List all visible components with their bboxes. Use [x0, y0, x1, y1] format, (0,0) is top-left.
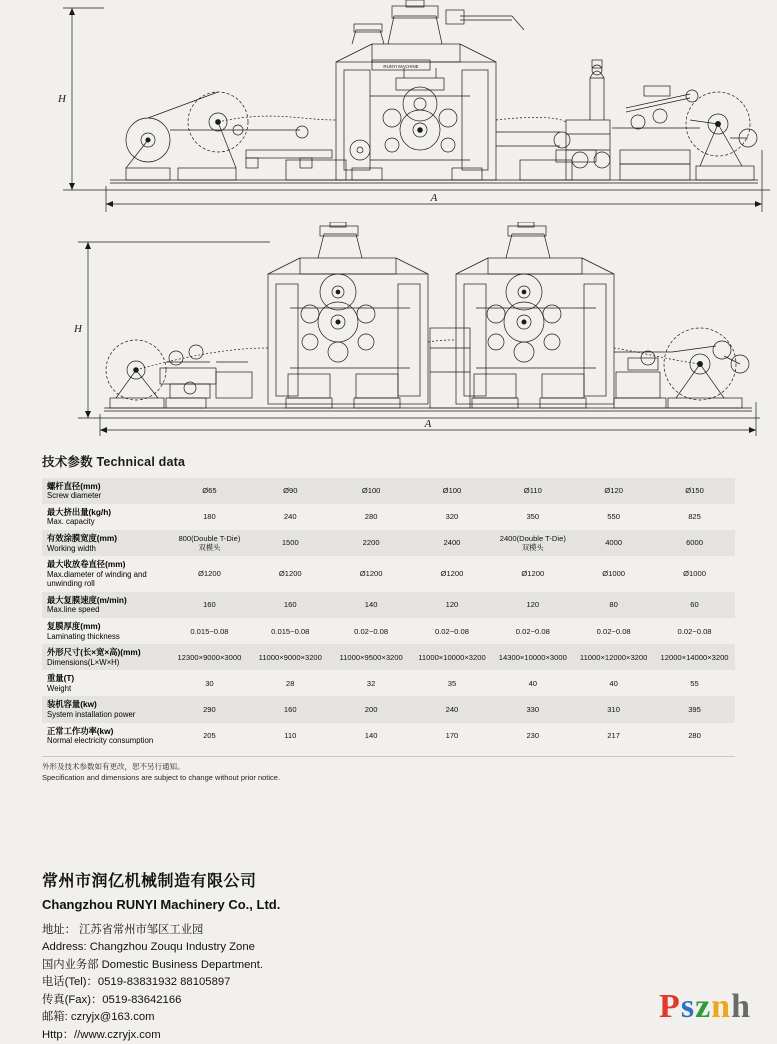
address-en: Address: Changzhou Zouqu Industry Zone [42, 941, 255, 954]
cell-value: Ø1200 [278, 569, 302, 579]
cell-value: 160 [203, 600, 216, 610]
table-cell [573, 644, 654, 670]
table-cell [573, 618, 654, 644]
cell-value: Ø110 [523, 486, 542, 496]
table-cell [492, 530, 573, 556]
cell-value: 55 [690, 678, 699, 688]
row-label-cn: 装机容量(kw) [47, 699, 97, 710]
cell-value: 11000×9000×3200 [258, 652, 322, 662]
cell-value: 30 [205, 678, 214, 688]
cell-value: 14300×10000×3000 [498, 652, 567, 662]
watermark-logo [659, 988, 751, 1026]
cell-value: Ø1200 [521, 569, 545, 579]
technical-data-title: 技术参数 Technical data [42, 455, 186, 469]
row-label-cn: 最大挤出量(kg/h) [47, 507, 112, 518]
row-label-en: Dimensions(L×W×H) [47, 657, 120, 667]
technical-data-table [42, 478, 735, 749]
table-cell [169, 556, 250, 592]
dimension-label-h-top: H [58, 93, 66, 105]
table-cell [412, 644, 493, 670]
cell-value: Ø1200 [198, 569, 221, 579]
table-cell [412, 592, 493, 618]
cell-value: Ø90 [283, 486, 298, 496]
row-label-en: Laminating thickness [47, 631, 120, 641]
table-cell [250, 592, 331, 618]
table-cell [654, 478, 735, 504]
table-cell [654, 723, 735, 749]
cell-value: 2400 [443, 538, 461, 548]
table-row [42, 696, 735, 722]
row-label-cn: 外形尺寸(长×宽×高)(mm) [47, 647, 141, 658]
table-cell [169, 478, 250, 504]
table-cell [412, 556, 493, 592]
row-label-cn: 最大复膜速度(m/min) [47, 595, 127, 606]
table-row [42, 504, 735, 530]
table-cell [331, 478, 412, 504]
department: 国内业务部 Domestic Business Department. [42, 958, 263, 971]
logo-letter-p: P [659, 988, 681, 1025]
table-cell [412, 723, 493, 749]
cell-value: 6000 [686, 538, 703, 548]
cell-value: Ø65 [202, 486, 217, 496]
table-cell [654, 530, 735, 556]
table-row [42, 670, 735, 696]
cell-value: 32 [366, 678, 376, 688]
table-cell [250, 530, 331, 556]
table-row [42, 618, 735, 644]
table-cell [654, 618, 735, 644]
table-cell [250, 696, 331, 722]
cell-value: 0.015~0.08 [271, 626, 310, 636]
cell-value: 280 [364, 512, 378, 522]
website: Http：//www.czryjx.com [42, 1028, 161, 1041]
table-cell [654, 504, 735, 530]
cell-value: 120 [445, 600, 459, 610]
table-cell [492, 696, 573, 722]
table-cell [492, 592, 573, 618]
row-label-en: Weight [47, 683, 72, 693]
row-label-cn: 正常工作功率(kw) [47, 725, 114, 736]
row-label-en: Max.line speed [47, 605, 100, 615]
row-label-cn: 有效涂膜宽度(mm) [47, 533, 118, 544]
table-cell [573, 478, 654, 504]
logo-letter-z: z [695, 988, 712, 1025]
table-cell [412, 696, 493, 722]
email: 邮箱: czryjx@163.com [42, 1011, 155, 1024]
cell-value: 240 [445, 704, 459, 714]
table-cell [573, 530, 654, 556]
table-cell [654, 556, 735, 592]
cell-value: 60 [690, 600, 699, 610]
cell-value: 310 [607, 704, 620, 714]
table-cell [331, 504, 412, 530]
company-name-cn: 常州市润亿机械制造有限公司 [42, 873, 257, 890]
row-label-en: Screw diameter [47, 491, 102, 501]
dimension-label-h-bottom: H [74, 323, 82, 335]
cell-value: 12000×14000×3200 [660, 652, 729, 662]
table-cell [250, 504, 331, 530]
table-cell [169, 618, 250, 644]
table-cell [492, 556, 573, 592]
table-cell [331, 556, 412, 592]
company-name-en: Changzhou RUNYI Machinery Co., Ltd. [42, 896, 281, 912]
cell-value: Ø150 [685, 486, 704, 496]
cell-value: 11000×10000×3200 [418, 652, 486, 662]
cell-value: 12300×9000×3000 [177, 652, 242, 662]
cell-value: 0.02~0.08 [515, 626, 550, 636]
table-row [42, 530, 735, 556]
table-row [42, 556, 735, 592]
cell-value: 240 [283, 512, 297, 522]
table-cell [250, 644, 331, 670]
logo-letter-h: h [731, 988, 751, 1025]
cell-value: 160 [283, 600, 297, 610]
table-cell [169, 670, 250, 696]
cell-value: 395 [688, 704, 701, 714]
cell-value: 230 [526, 730, 540, 740]
table-cell [492, 618, 573, 644]
cell-value: 200 [364, 704, 378, 714]
table-cell [492, 670, 573, 696]
table-cell [250, 723, 331, 749]
table-cell [412, 478, 493, 504]
table-cell [573, 696, 654, 722]
table-cell [573, 592, 654, 618]
dimension-label-a-bottom: A [424, 418, 432, 430]
cell-value: 140 [364, 730, 378, 740]
cell-value: 0.02~0.08 [434, 626, 469, 636]
cell-value: Ø100 [442, 486, 462, 496]
row-label [42, 592, 169, 618]
table-cell [250, 618, 331, 644]
table-cell [654, 670, 735, 696]
cell-value: 140 [364, 600, 378, 610]
cell-value: 11000×9500×3200 [339, 652, 403, 662]
row-label-en: Max.diameter of winding and unwinding roll [47, 569, 147, 589]
table-cell [492, 478, 573, 504]
cell-value: 1500 [281, 538, 299, 548]
row-label [42, 530, 169, 556]
table-cell [412, 618, 493, 644]
table-cell [169, 696, 250, 722]
cell-value: Ø1200 [359, 569, 383, 579]
table-cell [169, 723, 250, 749]
table-cell [331, 670, 412, 696]
cell-value: 110 [284, 730, 297, 740]
table-cell [412, 530, 493, 556]
table-cell [331, 644, 412, 670]
cell-value: 0.015~0.08 [190, 626, 229, 636]
table-cell [331, 723, 412, 749]
telephone: 电话(Tel)：0519-83831932 88105897 [42, 976, 231, 989]
cell-value: 28 [286, 678, 295, 688]
company-footer [42, 870, 742, 1044]
table-cell [573, 670, 654, 696]
row-label-en: System installation power [47, 709, 136, 719]
address-cn: 地址： 江苏省常州市邹区工业园 [42, 923, 204, 936]
fax: 传真(Fax)：0519-83642166 [42, 993, 182, 1006]
table-cell [169, 592, 250, 618]
cell-value: 160 [283, 704, 297, 714]
table-row [42, 478, 735, 504]
cell-value: 0.02~0.08 [677, 626, 712, 636]
row-label-en: Max. capacity [47, 517, 95, 527]
cell-subvalue: 双模头 [198, 543, 221, 553]
table-cell [331, 592, 412, 618]
cell-value: 800(Double T-Die) [178, 533, 241, 543]
row-label-cn: 重量(T) [47, 673, 75, 684]
table-cell [331, 696, 412, 722]
table-cell [250, 556, 331, 592]
cell-value: 2200 [362, 538, 380, 548]
cell-value: 40 [528, 678, 538, 688]
row-label [42, 478, 169, 504]
table-cell [573, 723, 654, 749]
cell-subvalue: 双模头 [521, 543, 544, 553]
cell-value: 205 [203, 730, 216, 740]
row-label-cn: 复膜厚度(mm) [47, 621, 101, 632]
machine-drawing-top [0, 0, 777, 222]
note-en: Specification and dimensions are subject to change without prior notice. [42, 772, 281, 782]
table-cell [331, 530, 412, 556]
table-cell [169, 644, 250, 670]
row-label [42, 556, 169, 592]
table-row [42, 592, 735, 618]
row-label [42, 670, 169, 696]
cell-value: 330 [526, 704, 540, 714]
cell-value: 217 [607, 730, 620, 740]
note-cn: 外形及技术参数如有更改，恕不另行通知。 [42, 761, 185, 771]
machine-drawing-bottom [0, 222, 777, 440]
logo-letter-s: s [680, 988, 696, 1025]
cell-value: Ø1000 [683, 569, 706, 579]
row-label [42, 723, 169, 749]
svg-text:RUNYI MACHINE: RUNYI MACHINE [383, 64, 419, 69]
cell-value: 825 [688, 512, 701, 522]
cell-value: 290 [203, 704, 216, 714]
row-label [42, 504, 169, 530]
table-cell [331, 618, 412, 644]
table-row [42, 644, 735, 670]
cell-value: 40 [609, 678, 618, 688]
cell-value: 280 [688, 730, 701, 740]
row-label-cn: 螺杆直径(mm) [47, 481, 101, 491]
cell-value: 350 [526, 512, 540, 522]
cell-value: 120 [526, 600, 540, 610]
table-cell [492, 723, 573, 749]
table-cell [412, 670, 493, 696]
technical-note [42, 756, 735, 784]
cell-value: 0.02~0.08 [354, 626, 389, 636]
technical-data-section [0, 452, 777, 783]
cell-value: Ø100 [361, 486, 381, 496]
cell-value: 2400(Double T-Die) [499, 533, 566, 543]
cell-value: 80 [609, 600, 618, 610]
cell-value: 320 [445, 512, 459, 522]
cell-value: Ø1200 [440, 569, 464, 579]
table-cell [169, 530, 250, 556]
table-cell [492, 504, 573, 530]
cell-value: 170 [445, 730, 459, 740]
cell-value: 0.02~0.08 [596, 626, 631, 636]
cell-value: 180 [203, 512, 216, 522]
cell-value: 11000×12000×3200 [579, 652, 648, 662]
table-cell [250, 670, 331, 696]
row-label [42, 696, 169, 722]
table-cell [573, 556, 654, 592]
cell-value: Ø1000 [602, 569, 626, 579]
table-cell [654, 696, 735, 722]
table-cell [654, 644, 735, 670]
cell-value: 550 [607, 512, 620, 522]
table-cell [250, 478, 331, 504]
row-label [42, 618, 169, 644]
table-row [42, 723, 735, 749]
table-cell [412, 504, 493, 530]
row-label [42, 644, 169, 670]
table-cell [573, 504, 654, 530]
logo-letter-n: n [711, 988, 732, 1025]
row-label-cn: 最大收放卷直径(mm) [47, 559, 126, 570]
table-cell [654, 592, 735, 618]
row-label-en: Working width [47, 543, 96, 553]
dimension-label-a-top: A [430, 192, 438, 204]
row-label-en: Normal electricity consumption [47, 735, 154, 745]
cell-value: 4000 [605, 538, 623, 548]
table-cell [169, 504, 250, 530]
table-cell [492, 644, 573, 670]
cell-value: Ø120 [604, 486, 623, 496]
cell-value: 35 [447, 678, 457, 688]
